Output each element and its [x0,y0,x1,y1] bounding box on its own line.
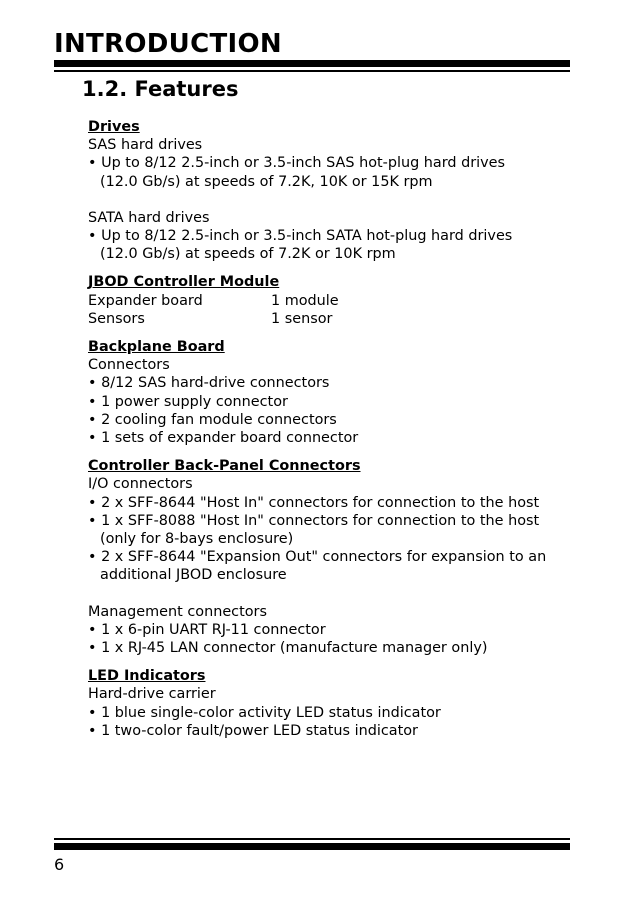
drives-heading: Drives [88,119,140,135]
jbod-value: 1 module [271,292,339,309]
led-section [88,667,588,740]
jbod-key: Sensors [88,310,145,327]
footer-rule-thin [54,838,570,840]
jbod-section [88,273,588,328]
chapter-title: INTRODUCTION [54,29,282,59]
mgmt-bullet: • 1 x RJ-45 LAN connector (manufacture manager only) [88,640,488,657]
jbod-heading: JBOD Controller Module [88,274,280,291]
section-title: 1.2. Features [82,77,239,101]
header-rule-thin [54,70,570,72]
backplane-section [88,338,588,447]
sas-bullet-cont: (12.0 Gb/s) at speeds of 7.2K, 10K or 15K rpm [100,173,433,190]
backplane-heading: Backplane Board [88,339,225,356]
io-bullet: • 2 x SFF-8644 "Expansion Out" connectors for expansion to an [88,549,547,566]
io-label: I/O connectors [88,476,193,493]
jbod-row-expander [88,292,588,310]
mgmt-label: Management connectors [88,603,267,620]
back-panel-section [88,457,588,657]
backplane-bullet: • 1 power supply connector [88,393,288,410]
backplane-bullet: • 1 sets of expander board connector [88,430,359,447]
backplane-label: Connectors [88,357,170,374]
footer-rule-thick [54,843,570,850]
jbod-row-sensors [88,310,588,328]
backplane-bullet: • 2 cooling fan module connectors [88,411,337,428]
io-bullet-cont: (only for 8-bays enclosure) [100,531,294,548]
io-bullet-cont: additional JBOD enclosure [100,567,287,584]
sas-bullet: • Up to 8/12 2.5-inch or 3.5-inch SAS hot-plug hard drives [88,155,506,172]
features-content [88,118,588,740]
io-bullet: • 2 x SFF-8644 "Host In" connectors for connection to the host [88,494,540,511]
sas-label: SAS hard drives [88,137,203,154]
jbod-key: Expander board [88,292,203,309]
page-number: 6 [54,855,65,874]
backplane-bullet: • 8/12 SAS hard-drive connectors [88,375,330,392]
led-heading: LED Indicators [88,668,206,685]
sata-bullet: • Up to 8/12 2.5-inch or 3.5-inch SATA hot-plug hard drives [88,228,513,245]
sata-bullet-cont: (12.0 Gb/s) at speeds of 7.2K or 10K rpm [100,246,396,263]
led-bullet: • 1 blue single-color activity LED status indicator [88,704,441,721]
led-bullet: • 1 two-color fault/power LED status indicator [88,722,418,739]
header-rule-thick [54,60,570,67]
back-panel-heading: Controller Back-Panel Connectors [88,458,361,475]
mgmt-bullet: • 1 x 6-pin UART RJ-11 connector [88,621,326,638]
drives-section [88,118,588,263]
led-label: Hard-drive carrier [88,686,216,703]
io-bullet: • 1 x SFF-8088 "Host In" connectors for connection to the host [88,512,540,529]
sata-label: SATA hard drives [88,209,210,226]
jbod-value: 1 sensor [271,310,333,327]
